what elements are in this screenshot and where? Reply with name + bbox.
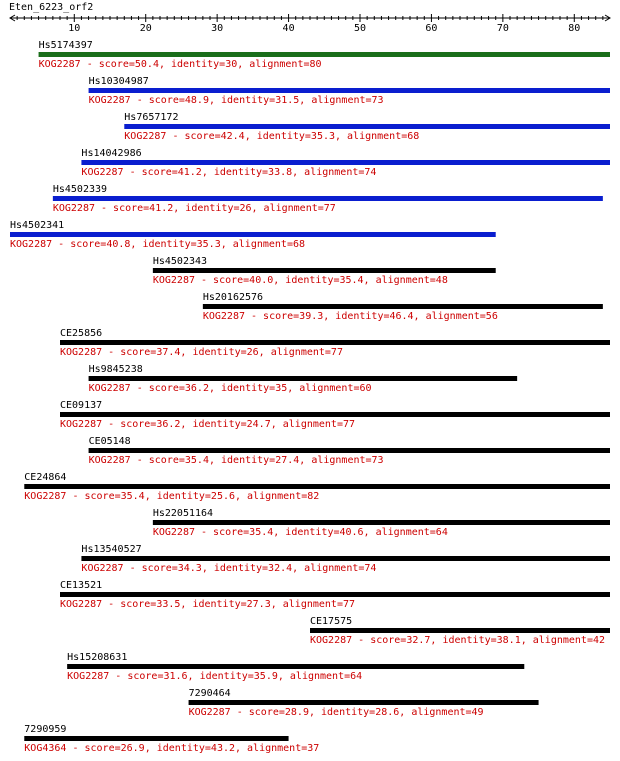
hit-annotation: KOG2287 - score=41.2, identity=26, alignment=77 <box>52 203 336 214</box>
hit-annotation: KOG2287 - score=28.9, identity=28.6, alignment=49 <box>188 707 484 718</box>
hit-row <box>203 292 603 322</box>
hit-row <box>24 472 610 502</box>
hit-row <box>53 184 603 214</box>
hit-row <box>310 616 610 646</box>
hit-row <box>60 580 610 610</box>
hit-name[interactable]: CE24864 <box>24 472 67 483</box>
hit-name[interactable]: Hs4502341 <box>10 220 65 231</box>
hit-row <box>24 724 319 754</box>
hit-name[interactable]: Hs5174397 <box>38 40 93 51</box>
hit-annotation: KOG2287 - score=34.3, identity=32.4, alignment=74 <box>81 563 377 574</box>
hit-row <box>89 76 610 106</box>
hit-bar[interactable] <box>60 592 610 597</box>
hit-name[interactable]: Hs14042986 <box>81 148 142 159</box>
hit-row <box>60 328 610 358</box>
ruler-tick-label: 80 <box>568 23 581 34</box>
hit-list <box>10 40 610 754</box>
ruler-tick-label: 70 <box>496 23 509 34</box>
hit-name[interactable]: Hs13540527 <box>81 544 142 555</box>
hit-annotation: KOG2287 - score=37.4, identity=26, alignment=77 <box>60 347 343 358</box>
hit-row <box>89 436 610 466</box>
hit-bar[interactable] <box>89 88 610 93</box>
hit-name[interactable]: Hs10304987 <box>88 76 149 87</box>
hit-annotation: KOG4364 - score=26.9, identity=43.2, alignment=37 <box>24 743 320 754</box>
hit-row <box>89 364 518 394</box>
hit-name[interactable]: CE09137 <box>60 400 103 411</box>
hit-bar[interactable] <box>89 448 610 453</box>
hit-bar[interactable] <box>81 556 610 561</box>
hit-name[interactable]: Hs15208631 <box>67 652 128 663</box>
ruler-tick-label: 50 <box>353 23 367 34</box>
hit-name[interactable]: CE25856 <box>60 328 103 339</box>
hit-annotation: KOG2287 - score=40.0, identity=35.4, alignment=48 <box>152 275 448 286</box>
hit-bar[interactable] <box>310 628 610 633</box>
hit-row <box>153 508 610 538</box>
hit-bar[interactable] <box>153 520 610 525</box>
hit-name[interactable]: 7290959 <box>24 724 67 735</box>
hit-row <box>10 220 496 250</box>
hit-name[interactable]: 7290464 <box>188 688 231 699</box>
ruler-tick-label: 40 <box>282 23 295 34</box>
hit-bar[interactable] <box>89 376 518 381</box>
hit-annotation: KOG2287 - score=48.9, identity=31.5, alignment=73 <box>88 95 384 106</box>
ruler-tick-label: 20 <box>139 23 152 34</box>
hit-annotation: KOG2287 - score=40.8, identity=35.3, alignment=68 <box>10 239 306 250</box>
hit-annotation: KOG2287 - score=36.2, identity=35, alignment=60 <box>88 383 372 394</box>
ruler-tick-label: 60 <box>425 23 438 34</box>
hit-bar[interactable] <box>10 232 496 237</box>
hit-name[interactable]: Hs20162576 <box>202 292 264 303</box>
hit-annotation: KOG2287 - score=36.2, identity=24.7, alignment=77 <box>60 419 356 430</box>
hit-bar[interactable] <box>24 484 610 489</box>
hit-bar[interactable] <box>153 268 496 273</box>
hit-row <box>153 256 496 286</box>
hit-row <box>60 400 610 430</box>
hit-row <box>67 652 524 682</box>
hit-bar[interactable] <box>203 304 603 309</box>
ruler-tick-label: 30 <box>211 23 224 34</box>
hit-name[interactable]: CE13521 <box>60 580 103 591</box>
hit-annotation: KOG2287 - score=35.4, identity=25.6, alignment=82 <box>24 491 320 502</box>
hit-bar[interactable] <box>24 736 288 741</box>
hit-bar[interactable] <box>81 160 610 165</box>
hit-bar[interactable] <box>53 196 603 201</box>
hit-annotation: KOG2287 - score=42.4, identity=35.3, alignment=68 <box>124 131 420 142</box>
hit-row <box>124 112 610 142</box>
hit-annotation: KOG2287 - score=35.4, identity=27.4, alignment=73 <box>88 455 384 466</box>
hit-name[interactable]: Hs7657172 <box>124 112 179 123</box>
hit-bar[interactable] <box>67 664 524 669</box>
ruler-tick-label: 10 <box>68 23 81 34</box>
hit-row <box>81 544 610 574</box>
hit-bar[interactable] <box>60 412 610 417</box>
hit-annotation: KOG2287 - score=39.3, identity=46.4, alignment=56 <box>202 311 498 322</box>
hit-name[interactable]: Hs22051164 <box>152 508 214 519</box>
query-title: Eten_6223_orf2 <box>9 2 94 13</box>
hit-bar[interactable] <box>39 52 610 57</box>
hit-annotation: KOG2287 - score=50.4, identity=30, alignment=80 <box>38 59 322 70</box>
hit-annotation: KOG2287 - score=33.5, identity=27.3, alignment=77 <box>60 599 356 610</box>
position-ruler <box>10 14 610 34</box>
hit-bar[interactable] <box>124 124 610 129</box>
hit-annotation: KOG2287 - score=31.6, identity=35.9, alignment=64 <box>67 671 363 682</box>
hit-name[interactable]: Hs4502343 <box>152 256 208 267</box>
hit-name[interactable]: CE05148 <box>88 436 131 447</box>
hit-name[interactable]: Hs4502339 <box>52 184 108 195</box>
hit-name[interactable]: Hs9845238 <box>88 364 143 375</box>
hit-row <box>189 688 539 718</box>
hit-name[interactable]: CE17575 <box>310 616 353 627</box>
hit-annotation: KOG2287 - score=32.7, identity=38.1, alignment=42 <box>310 635 606 646</box>
hit-annotation: KOG2287 - score=41.2, identity=33.8, alignment=74 <box>81 167 377 178</box>
hit-row <box>81 148 610 178</box>
hit-bar[interactable] <box>189 700 539 705</box>
hit-row <box>39 40 610 70</box>
hit-bar[interactable] <box>60 340 610 345</box>
hit-annotation: KOG2287 - score=35.4, identity=40.6, alignment=64 <box>152 527 448 538</box>
